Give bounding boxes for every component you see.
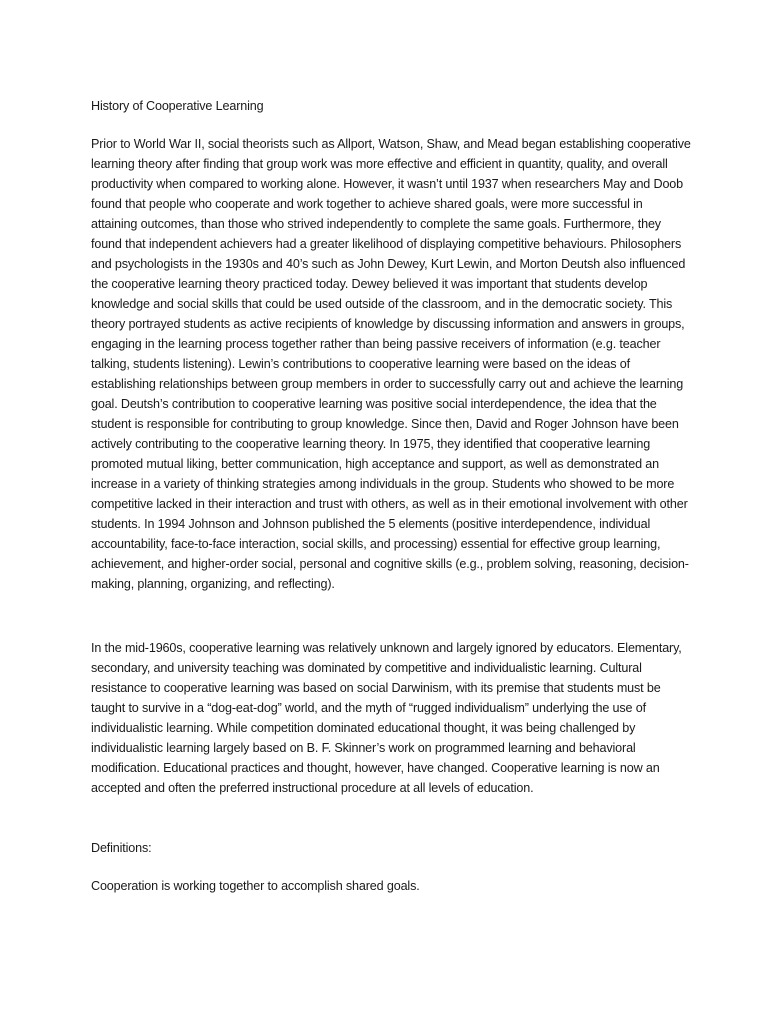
document-page xyxy=(91,96,691,896)
document-title: History of Cooperative Learning xyxy=(91,99,264,113)
definitions-heading: Definitions: xyxy=(91,841,152,855)
paragraph-history: Prior to World War II, social theorists such as Allport, Watson, Shaw, and Mead began establishing cooperative learning theory after finding that group work was more effective and efficient in quantity, quality, and overall productivity when compared to working alone. However, it wasn’t until 1937 when researchers May and Doob found that people who cooperate and work together to achieve shared goals, were more successful in attaining outcomes, than those who strived independently to complete the same goals. Furthermore, they found that independent achievers had a greater likelihood of displaying competitive behaviours. Philosophers and psychologists in the 1930s and 40’s such as John Dewey, Kurt Lewin, and Morton Deutsh also influenced the cooperative learning theory practiced today. Dewey believed it was important that students develop knowledge and social skills that could be used outside of the classroom, and in the democratic society. This theory portrayed students as active recipients of knowledge by discussing information and answers in groups, engaging in the learning process together rather than being passive receivers of information (e.g. teacher talking, students listening). Lewin’s contributions to cooperative learning were based on the ideas of establishing relationships between group members in order to successfully carry out and achieve the learning goal. Deutsh’s contribution to cooperative learning was positive social interdependence, the idea that the student is responsible for contributing to group knowledge. Since then, David and Roger Johnson have been actively contributing to the cooperative learning theory. In 1975, they identified that cooperative learning promoted mutual liking, better communication, high acceptance and support, as well as demonstrated an increase in a variety of thinking strategies among individuals in the group. Students who showed to be more competitive lacked in their interaction and trust with others, as well as in their emotional involvement with other students. In 1994 Johnson and Johnson published the 5 elements (positive interdependence, individual accountability, face-to-face interaction, social skills, and processing) essential for effective group learning, achievement, and higher-order social, personal and cognitive skills (e.g., problem solving, reasoning, decision-making, planning, organizing, and reflecting). xyxy=(91,137,691,591)
paragraph-mid-1960s: In the mid-1960s, cooperative learning was relatively unknown and largely ignored by educators. Elementary, secondary, and university teaching was dominated by competitive and individualistic learning. Cultural resistance to cooperative learning was based on social Darwinism, with its premise that students must be taught to survive in a “dog-eat-dog” world, and the myth of “rugged individualism” underlying the use of individualistic learning. While competition dominated educational thought, it was being challenged by individualistic learning largely based on B. F. Skinner’s work on programmed learning and behavioral modification. Educational practices and thought, however, have changed. Cooperative learning is now an accepted and often the preferred instructional procedure at all levels of education. xyxy=(91,641,682,795)
definition-cooperation: Cooperation is working together to accomplish shared goals. xyxy=(91,879,420,893)
